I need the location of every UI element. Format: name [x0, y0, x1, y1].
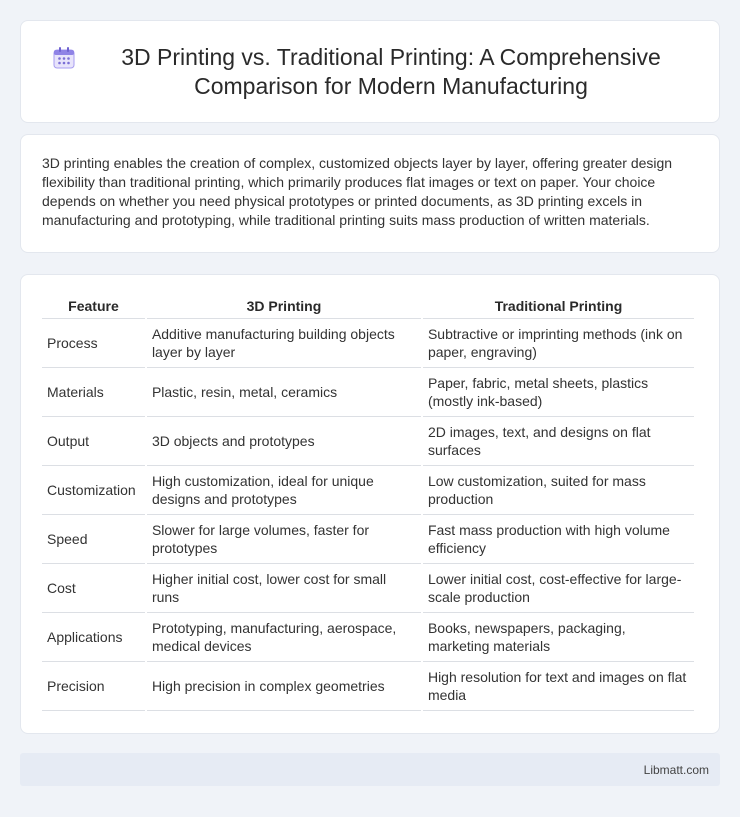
comparison-card: [20, 274, 720, 734]
title-wrap: [21, 21, 719, 122]
table-row: [42, 662, 694, 711]
intro-paragraph: 3D printing enables the creation of complex, customized objects layer by layer, offering greater design flexibility than traditional printing, which primarily produces flat images or text on paper. Your choice depends on whether you need physical prototypes or printed documents, as 3D printing excels in manufacturing and prototyping, while traditional printing suits mass production of written materials.: [42, 155, 673, 228]
feature-cell: Precision: [42, 662, 145, 711]
feature-cell: Customization: [42, 466, 145, 515]
intro-card: [20, 134, 720, 253]
footer-site-link[interactable]: Libmatt.com: [643, 762, 709, 777]
page-title: 3D Printing vs. Traditional Printing: A Comprehensive Comparison for Modern Manufacturing: [121, 43, 661, 99]
3d-printing-cell: High precision in complex geometries: [147, 662, 421, 711]
traditional-printing-cell: 2D images, text, and designs on flat surfaces: [423, 417, 694, 466]
3d-printing-cell: Prototyping, manufacturing, aerospace, medical devices: [147, 613, 421, 662]
feature-cell: Output: [42, 417, 145, 466]
feature-cell: Applications: [42, 613, 145, 662]
feature-cell: Materials: [42, 368, 145, 417]
table-row: [42, 466, 694, 515]
table-header-row: [42, 293, 694, 319]
table-row: [42, 417, 694, 466]
table-row: [42, 515, 694, 564]
calendar-icon: [51, 45, 77, 71]
3d-printing-cell: Additive manufacturing building objects layer by layer: [147, 319, 421, 368]
traditional-printing-cell: Low customization, suited for mass production: [423, 466, 694, 515]
header-3d-printing: 3D Printing: [147, 293, 421, 319]
3d-printing-cell: Higher initial cost, lower cost for small runs: [147, 564, 421, 613]
comparison-table: [40, 293, 696, 711]
header-feature: Feature: [42, 293, 145, 319]
footer: [20, 753, 720, 786]
table-row: [42, 368, 694, 417]
feature-cell: Cost: [42, 564, 145, 613]
3d-printing-cell: Plastic, resin, metal, ceramics: [147, 368, 421, 417]
traditional-printing-cell: Books, newspapers, packaging, marketing materials: [423, 613, 694, 662]
traditional-printing-cell: Fast mass production with high volume efficiency: [423, 515, 694, 564]
header-card: [20, 20, 720, 123]
traditional-printing-cell: Lower initial cost, cost-effective for large-scale production: [423, 564, 694, 613]
feature-cell: Speed: [42, 515, 145, 564]
traditional-printing-cell: High resolution for text and images on flat media: [423, 662, 694, 711]
feature-cell: Process: [42, 319, 145, 368]
traditional-printing-cell: Subtractive or imprinting methods (ink on paper, engraving): [423, 319, 694, 368]
3d-printing-cell: Slower for large volumes, faster for prototypes: [147, 515, 421, 564]
traditional-printing-cell: Paper, fabric, metal sheets, plastics (mostly ink-based): [423, 368, 694, 417]
table-row: [42, 564, 694, 613]
table-row: [42, 613, 694, 662]
3d-printing-cell: High customization, ideal for unique designs and prototypes: [147, 466, 421, 515]
3d-printing-cell: 3D objects and prototypes: [147, 417, 421, 466]
header-traditional-printing: Traditional Printing: [423, 293, 694, 319]
table-row: [42, 319, 694, 368]
